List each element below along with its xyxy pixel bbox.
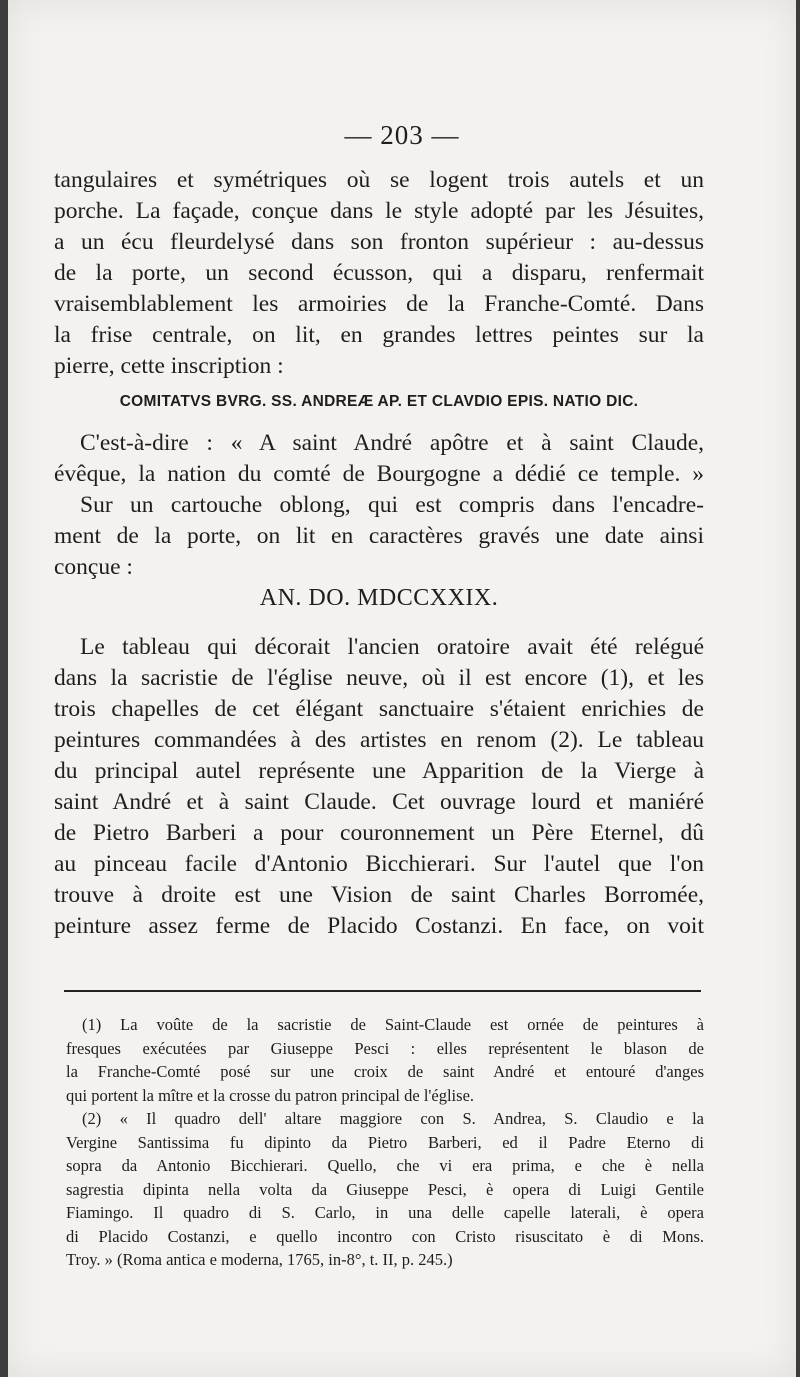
text-line: porche. La façade, conçue dans le style adopté par les Jésuites, bbox=[54, 198, 704, 224]
footnote-line: Vergine Santissima fu dipinto da Pietro Barberi, ed il Padre Eterno di bbox=[66, 1132, 704, 1152]
text-line: au pinceau facile d'Antonio Bicchierari. Sur l'autel que l'on bbox=[54, 851, 704, 877]
book-page bbox=[8, 0, 796, 1377]
footnote-line: di Placido Costanzi, e quello incontro con Cristo risuscitato è di Mons. bbox=[66, 1226, 704, 1246]
text-line: vraisemblablement les armoiries de la Franche-Comté. Dans bbox=[54, 291, 704, 317]
paragraph-2 bbox=[54, 428, 704, 583]
latin-inscription: COMITATVS BVRG. SS. ANDREÆ AP. ET CLAVDIO EPIS. NATIO DIC. bbox=[119, 393, 639, 410]
text-line: dans la sacristie de l'église neuve, où il est encore (1), et les bbox=[54, 665, 704, 691]
footnote-line: qui portent la mître et la crosse du patron principal de l'église. bbox=[66, 1085, 475, 1105]
text-line: ment de la porte, on lit en caractères gravés une date ainsi bbox=[54, 523, 704, 549]
main-text bbox=[54, 165, 704, 942]
text-line: du principal autel représente une Apparition de la Vierge à bbox=[54, 758, 704, 784]
text-line: la frise centrale, on lit, en grandes lettres peintes sur la bbox=[54, 322, 704, 348]
text-line: évêque, la nation du comté de Bourgogne a dédié ce temple. » bbox=[54, 461, 704, 487]
footnote-line: fresques exécutées par Giuseppe Pesci : elles représentent le blason de bbox=[66, 1038, 704, 1058]
text-line: Le tableau qui décorait l'ancien oratoire avait été relégué bbox=[80, 634, 704, 660]
text-line: Sur un cartouche oblong, qui est compris dans l'encadre- bbox=[80, 492, 704, 518]
text-line: saint André et à saint Claude. Cet ouvrage lourd et maniéré bbox=[54, 789, 704, 815]
text-line: conçue : bbox=[54, 554, 133, 580]
footnote-line: (2) « Il quadro dell' altare maggiore con S. Andrea, S. Claudio e la bbox=[82, 1109, 704, 1128]
paragraph-1 bbox=[54, 165, 704, 382]
text-line: pierre, cette inscription : bbox=[54, 353, 284, 379]
text-line: de Pietro Barberi a pour couronnement un Père Eternel, dû bbox=[54, 820, 704, 846]
text-line: C'est-à-dire : « A saint André apôtre et à saint Claude, bbox=[80, 430, 704, 456]
text-line: a un écu fleurdelysé dans son fronton supérieur : au-dessus bbox=[54, 229, 704, 255]
footnotes bbox=[66, 1013, 704, 1272]
text-line: trois chapelles de cet élégant sanctuaire s'étaient enrichies de bbox=[54, 696, 704, 722]
footnote-1 bbox=[66, 1013, 704, 1107]
footnote-line: (1) La voûte de la sacristie de Saint-Claude est ornée de peintures à bbox=[82, 1015, 704, 1034]
text-line: de la porte, un second écusson, qui a disparu, renfermait bbox=[54, 260, 704, 286]
text-line: trouve à droite est une Vision de saint Charles Borromée, bbox=[54, 882, 704, 908]
text-line: peinture assez ferme de Placido Costanzi. En face, on voit bbox=[54, 913, 704, 939]
date-inscription: AN. DO. MDCCXXIX. bbox=[259, 585, 499, 611]
footnote-line: Fiamingo. Il quadro di S. Carlo, in una delle capelle laterali, è opera bbox=[66, 1203, 704, 1222]
page-number: — 203 — bbox=[344, 120, 460, 150]
footnote-line: sopra da Antonio Bicchierari. Quello, che vi era prima, e che è nella bbox=[66, 1156, 704, 1175]
text-line: peintures commandées à des artistes en renom (2). Le tableau bbox=[54, 727, 704, 753]
footnote-line: Troy. » (Roma antica e moderna, 1765, in-8°, t. II, p. 245.) bbox=[66, 1250, 453, 1269]
footnote-line: sagrestia dipinta nella volta da Giuseppe Pesci, è opera di Luigi Gentile bbox=[66, 1179, 704, 1199]
paragraph-3 bbox=[54, 632, 704, 942]
footnote-line: la Franche-Comté posé sur une croix de saint André et entouré d'anges bbox=[66, 1062, 704, 1081]
footnote-divider bbox=[64, 990, 701, 992]
text-line: tangulaires et symétriques où se logent trois autels et un bbox=[54, 167, 704, 193]
footnote-2 bbox=[66, 1107, 704, 1272]
